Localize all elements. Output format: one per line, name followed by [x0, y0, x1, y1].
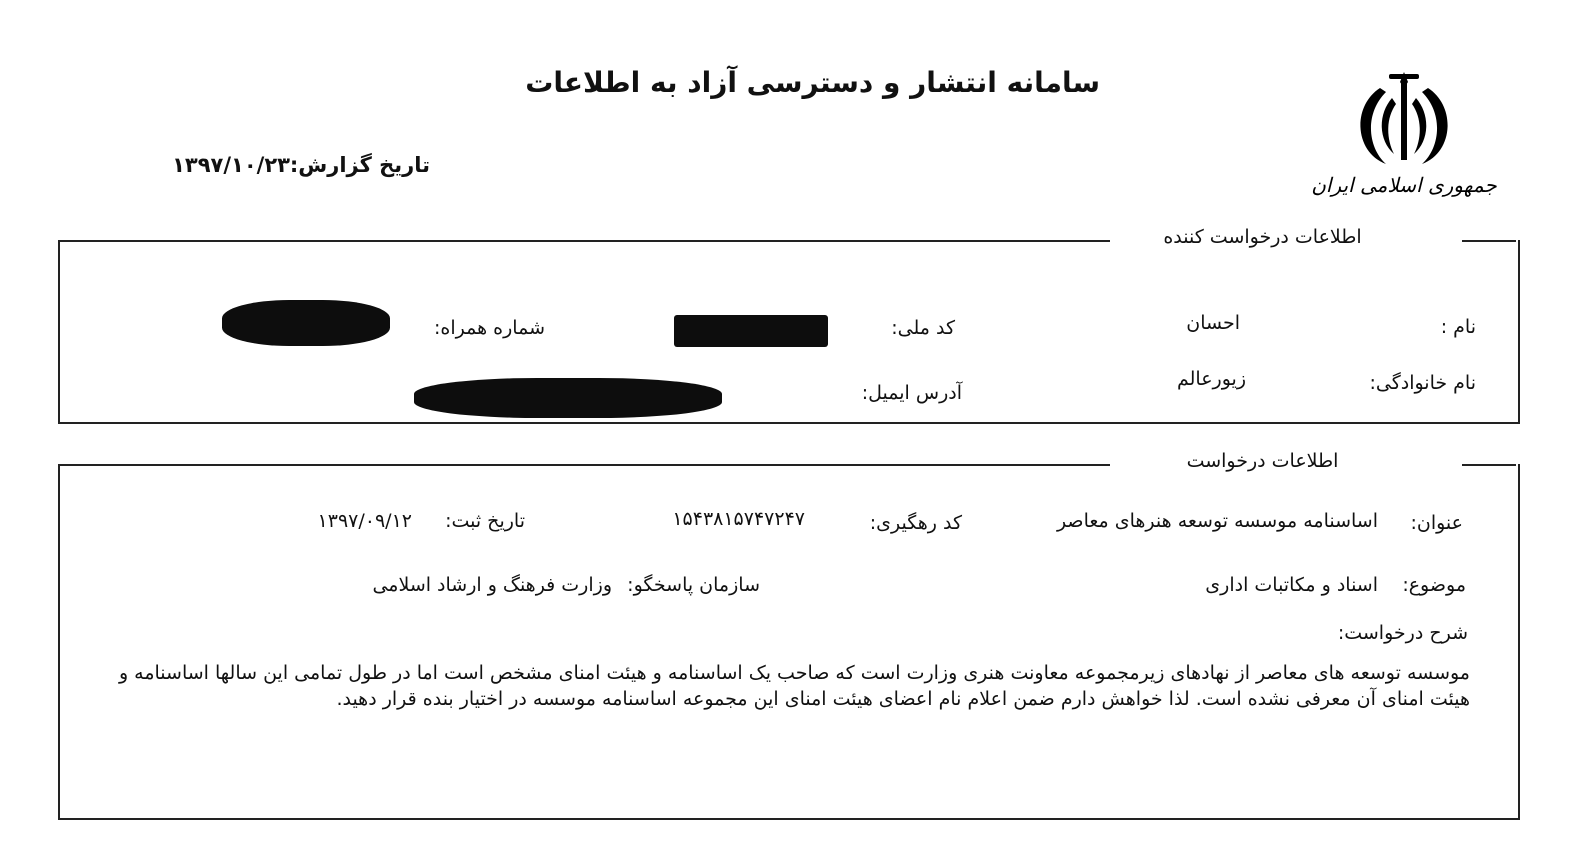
divider [58, 240, 1110, 242]
redacted-mobile [222, 300, 390, 346]
requester-section-title: اطلاعات درخواست کننده [1163, 226, 1362, 248]
logo-caption: جمهوری اسلامی ایران [1311, 173, 1497, 197]
tracking-code-value: ۱۵۴۳۸۱۵۷۴۷۲۴۷ [672, 508, 805, 530]
last-name-value: زیورعالم [1176, 368, 1246, 390]
registration-date-label: تاریخ ثبت: [445, 510, 525, 532]
email-label: آدرس ایمیل: [861, 382, 962, 404]
iran-emblem-logo [1311, 68, 1497, 200]
report-date-label: تاریخ گزارش: [289, 153, 430, 177]
national-id-label: کد ملی: [891, 317, 955, 339]
topic-label: موضوع: [1402, 574, 1466, 596]
subject-title-label: عنوان: [1410, 512, 1463, 534]
responding-org-label: سازمان پاسخگو: [627, 574, 760, 596]
topic-value: اسناد و مکاتبات اداری [1205, 574, 1378, 596]
divider [1462, 240, 1516, 242]
report-date-value: ۱۳۹۷/۱۰/۲۳ [172, 153, 290, 177]
responding-org-value: وزارت فرهنگ و ارشاد اسلامی [372, 574, 612, 596]
divider [58, 464, 1110, 466]
divider [1462, 464, 1516, 466]
first-name-value: احسان [1186, 312, 1240, 334]
redacted-national-id [674, 315, 828, 347]
description-label: شرح درخواست: [1337, 622, 1468, 644]
mobile-label: شماره همراه: [434, 317, 545, 339]
registration-date-value: ۱۳۹۷/۰۹/۱۲ [317, 510, 412, 532]
redacted-email [414, 378, 722, 418]
page-title: سامانه انتشار و دسترسی آزاد به اطلاعات [525, 66, 1100, 99]
last-name-label: نام خانوادگی: [1369, 372, 1476, 394]
subject-title-value: اساسنامه موسسه توسعه هنرهای معاصر [1056, 510, 1378, 532]
request-section-title: اطلاعات درخواست [1186, 450, 1339, 472]
tracking-code-label: کد رهگیری: [869, 512, 962, 534]
first-name-label: نام : [1440, 316, 1476, 338]
description-text: موسسه توسعه های معاصر از نهادهای زیرمجموعه معاونت هنری وزارت است که صاحب یک اساسنامه و هیئت امنای مشخص است اما در طول تمامی این سالها اساسنامه و هیئت امنای آن معرفی نشده است. لذا خواهش دارم ضمن اعلام نام اعضای هیئت امنای این مجموعه اساسنامه موسسه در اختیار بنده قرار دهید. [118, 662, 1470, 710]
